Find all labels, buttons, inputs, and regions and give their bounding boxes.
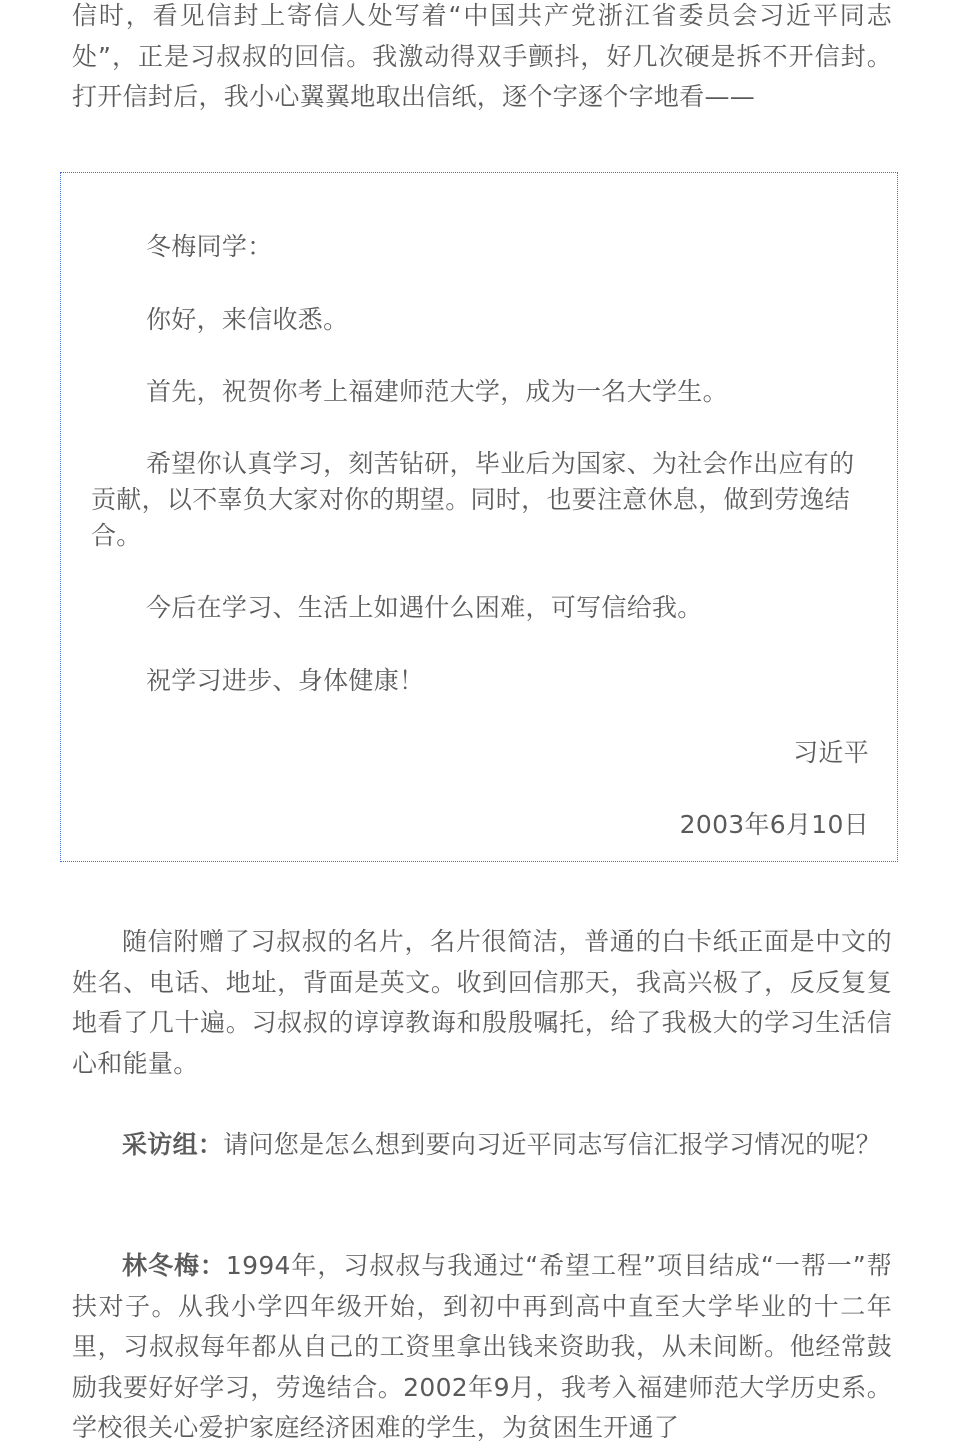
letter-hope-paragraph: 希望你认真学习，刻苦钻研，毕业后为国家、为社会作出应有的贡献，以不辜负大家对你的期望。同时，也要注意休息，做到劳逸结合。 (91, 449, 855, 550)
answer-speaker-label: 林冬梅： (122, 1251, 226, 1280)
letter-date: 2003年6月10日 (679, 810, 869, 839)
question-text: 请问您是怎么想到要向习近平同志写信汇报学习情况的呢？ (223, 1130, 882, 1159)
reply-letter-box (60, 172, 898, 862)
letter-blessing: 祝学习进步、身体健康！ (146, 666, 425, 695)
interview-answer (72, 1246, 892, 1449)
business-card-paragraph: 随信附赠了习叔叔的名片，名片很简洁，普通的白卡纸正面是中文的姓名、电话、地址，背面是英文。收到回信那天，我高兴极了，反反复复地看了几十遍。习叔叔的谆谆教诲和殷殷嘱托，给了我极大的学习生活信心和能量。 (72, 927, 892, 1078)
intro-paragraph: 信时，看见信封上寄信人处写着“中国共产党浙江省委员会习近平同志处”，正是习叔叔的回信。我激动得双手颤抖，好几次硬是拆不开信封。打开信封后，我小心翼翼地取出信纸，逐个字逐个字地看—— (72, 1, 892, 111)
letter-offer-help: 今后在学习、生活上如遇什么困难，可写信给我。 (146, 593, 703, 622)
letter-signature: 习近平 (793, 738, 869, 767)
question-speaker-label: 采访组： (122, 1130, 224, 1159)
letter-salutation: 冬梅同学： (146, 232, 273, 261)
letter-congratulation: 首先，祝贺你考上福建师范大学，成为一名大学生。 (146, 377, 728, 406)
interview-question (72, 1125, 892, 1166)
answer-text: 1994年，习叔叔与我通过“希望工程”项目结成“一帮一”帮扶对子。从我小学四年级开始，到初中再到高中直至大学毕业的十二年里，习叔叔每年都从自己的工资里拿出钱来资助我，从未间断。他经常鼓励我要好好学习，劳逸结合。2002年9月，我考入福建师范大学历史系。学校很关心爱护家庭经济困难的学生，为贫困生开通了 (72, 1251, 892, 1442)
letter-greeting: 你好，来信收悉。 (146, 305, 349, 334)
